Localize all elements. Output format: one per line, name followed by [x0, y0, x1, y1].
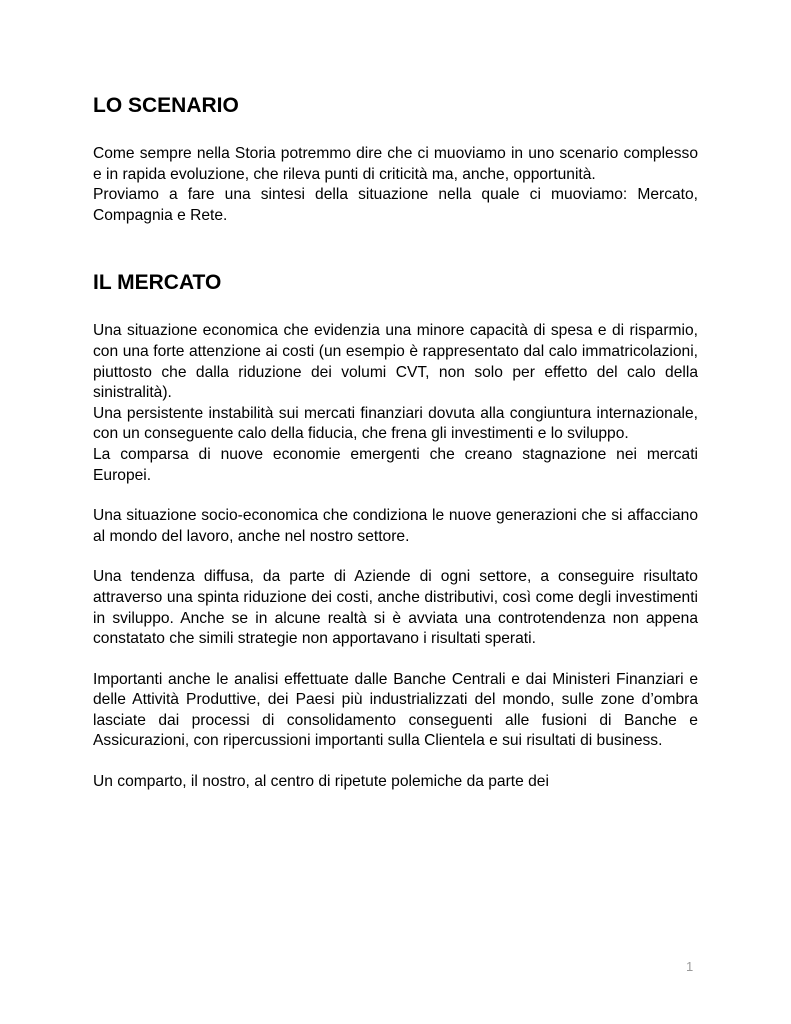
page-content [93, 93, 698, 793]
paragraph: Una tendenza diffusa, da parte di Aziende di ogni settore, a conseguire risultato attraverso una spinta riduzione dei costi, anche distributivi, così come degli investimenti in sviluppo. Anche se in alcune realtà si è avviata una controtendenza non appena constatato che simili strategie non apportavano i risultati sperati. [93, 568, 698, 648]
paragraph: Importanti anche le analisi effettuate dalle Banche Centrali e dai Ministeri Finanziari e delle Attività Produttive, dei Paesi più industrializzati del mondo, sulle zone d’ombra lasciate dai processi di consolidamento conseguenti alle fusioni di Banche e Assicurazioni, con ripercussioni importanti sulla Clientela e sui risultati di business. [93, 670, 698, 750]
mercato-text-block [93, 321, 698, 792]
paragraph: Una situazione socio-economica che condiziona le nuove generazioni che si affacciano al mondo del lavoro, anche nel nostro settore. [93, 507, 698, 545]
paragraph: Proviamo a fare una sintesi della situazione nella quale ci muoviamo: Mercato, Compagnia e Rete. [93, 186, 698, 224]
section-title-mercato: IL MERCATO [93, 271, 222, 295]
page-number: 1 [686, 959, 694, 974]
section-title-scenario: LO SCENARIO [93, 94, 239, 117]
scenario-text-block [93, 144, 698, 226]
paragraph: Un comparto, il nostro, al centro di ripetute polemiche da parte dei [93, 773, 549, 791]
paragraph: Una persistente instabilità sui mercati finanziari dovuta alla congiuntura internazionale, con un conseguente calo della fiducia, che frena gli investimenti e lo sviluppo. [93, 404, 698, 443]
paragraph: La comparsa di nuove economie emergenti che creano stagnazione nei mercati Europei. [93, 445, 698, 484]
paragraph: Come sempre nella Storia potremmo dire che ci muoviamo in uno scenario complesso e in rapida evoluzione, che rileva punti di criticità ma, anche, opportunità. [93, 145, 698, 183]
paragraph: Una situazione economica che evidenzia una minore capacità di spesa e di risparmio, con una forte attenzione ai costi (un esempio è rappresentato dal calo immatricolazioni, piuttosto che dalla riduzione dei volumi CVT, non solo per effetto del calo della sinistralità). [93, 322, 698, 402]
